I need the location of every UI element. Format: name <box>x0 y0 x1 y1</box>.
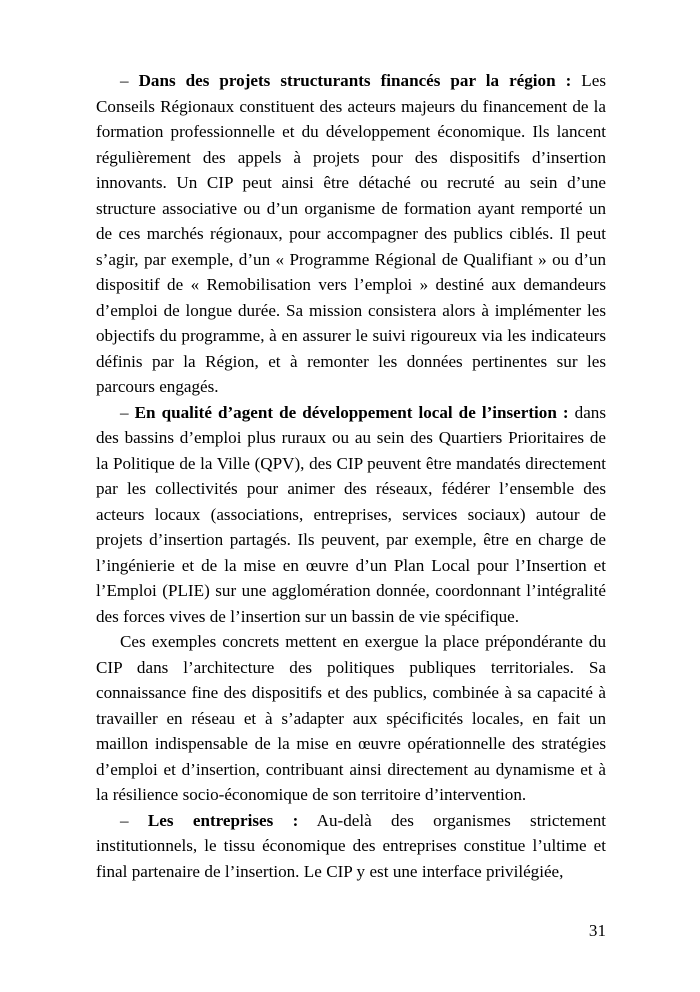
paragraph-lead-label: En qualité d’agent de développement local de l’insertion : <box>134 402 569 422</box>
text-column <box>96 68 606 884</box>
paragraph-projets-structurants <box>96 68 606 400</box>
paragraph-body-text: Les Conseils Régionaux constituent des acteurs majeurs du financement de la formation professionnelle et du développement économique. Ils lancent régulièrement des appels à projets pour des dispositifs d’insertion innovants. Un CIP peut ainsi être détaché ou recruté au sein d’une structure associative ou d’un organisme de formation ayant remporté un de ces marchés régionaux, pour accompagner des publics ciblés. Il peut s’agir, par exemple, d’un « Programme Régional de Qualifiant » ou d’un dispositif de « Remobilisation vers l’emploi » destiné aux demandeurs d’emploi de longue durée. Sa mission consistera alors à implémenter les objectifs du programme, à en assurer le suivi rigoureux via les indicateurs définis par la Région, et à remonter les données pertinentes sur les parcours engagés. <box>96 71 606 396</box>
paragraph-lead-label: Les entreprises : <box>147 810 299 830</box>
paragraph-body-text: dans des bassins d’emploi plus ruraux ou au sein des Quartiers Prioritaires de la Politique de la Ville (QPV), des CIP peuvent être mandatés directement par les collectivités pour animer des réseaux, fédérer l’ensemble des acteurs locaux (associations, entreprises, services sociaux) autour de projets d’insertion partagés. Ils peuvent, par exemple, être en charge de l’ingénierie et de la mise en œuvre d’un Plan Local pour l’Insertion et l’Emploi (PLIE) sur une agglomération donnée, coordonnant l’intégralité des forces vives de l’insertion sur un bassin de vie spécifique. <box>96 402 606 626</box>
paragraph-lead-label: Dans des projets structurants financés par la région : <box>138 71 572 90</box>
paragraph-exemples-concrets <box>96 629 606 808</box>
bullet-dash: – <box>120 71 139 90</box>
page-number: 31 <box>588 921 606 940</box>
paragraph-les-entreprises <box>96 808 606 885</box>
paragraph-body-text: Au-delà des organismes strictement institutionnels, le tissu économique des entreprises constitue l’ultime et final partenaire de l’insertion. Le CIP y est une interface privilégiée, <box>96 810 607 881</box>
paragraph-body-text: Ces exemples concrets mettent en exergue la place prépondérante du CIP dans l’architecture des politiques publiques territoriales. Sa connaissance fine des dispositifs et des publics, combinée à sa capacité à travailler en réseau et à s’adapter aux spécificités locales, en fait un maillon indispensable de la mise en œuvre opérationnelle des stratégies d’emploi et d’insertion, contribuant ainsi directement au dynamisme et à la résilience socio-économique de son territoire d’intervention. <box>96 632 606 804</box>
bullet-dash: – <box>120 402 135 422</box>
paragraph-agent-developpement-local <box>96 400 606 630</box>
bullet-dash: – <box>120 810 148 830</box>
